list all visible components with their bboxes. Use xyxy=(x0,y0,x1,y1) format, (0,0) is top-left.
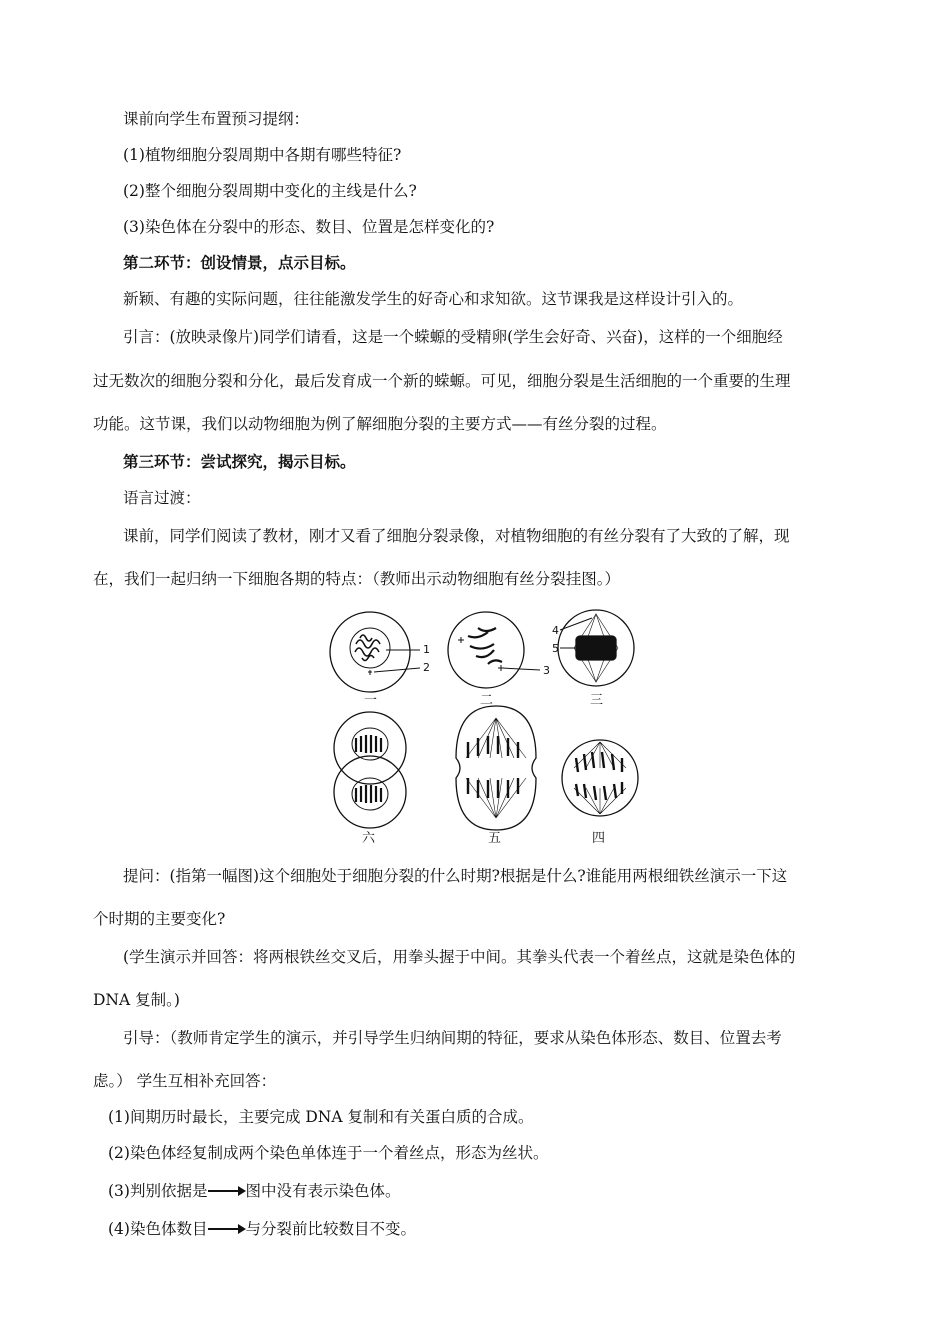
label-5: 5 xyxy=(552,642,559,655)
text-line: 新颖、有趣的实际问题，往往能激发学生的好奇心和求知欲。这节课我是这样设计引入的。 xyxy=(123,290,744,308)
text-segment: 与分裂前比较数目不变。 xyxy=(245,1220,416,1238)
cell-prophase xyxy=(448,612,524,688)
text-line: (1)植物细胞分裂周期中各期有哪些特征? xyxy=(123,146,402,164)
text-segment: 图中没有表示染色体。 xyxy=(245,1182,401,1200)
text-line: 引导：（教师肯定学生的演示，并引导学生归纳间期的特征，要求从染色体形态、数目、位置去考 xyxy=(123,1029,782,1047)
text-line: 引言：(放映录像片)同学们请看，这是一个蝾螈的受精卵(学生会好奇、兴奋)，这样的一个细胞经 xyxy=(123,328,783,346)
label-2: 2 xyxy=(423,661,430,674)
arrow-icon xyxy=(208,1228,244,1230)
text-segment: (4)染色体数目 xyxy=(108,1220,208,1238)
text-line: 在，我们一起归纳一下细胞各期的特点：（教师出示动物细胞有丝分裂挂图。） xyxy=(93,570,621,588)
cell-anaphase xyxy=(456,706,536,830)
text-line: (2)染色体经复制成两个染色单体连于一个着丝点，形态为丝状。 xyxy=(108,1144,549,1162)
text-line: (3)染色体在分裂中的形态、数目、位置是怎样变化的? xyxy=(123,218,495,236)
text-line: (学生演示并回答：将两根铁丝交叉后，用拳头握于中间。其拳头代表一个着丝点，这就是染色体的 xyxy=(123,948,796,966)
text-line: (2)整个细胞分裂周期中变化的主线是什么? xyxy=(123,182,417,200)
caption-3: 三 xyxy=(590,693,604,708)
text-segment: (3)判别依据是 xyxy=(108,1182,208,1200)
label-1: 1 xyxy=(423,643,430,656)
section-heading: 第三环节：尝试探究，揭示目标。 xyxy=(123,452,356,471)
mitosis-diagram xyxy=(328,608,668,846)
caption-6: 六 xyxy=(362,831,376,846)
text-line: 课前，同学们阅读了教材，刚才又看了细胞分裂录像，对植物细胞的有丝分裂有了大致的了解，现 xyxy=(123,527,790,545)
label-3: 3 xyxy=(543,664,550,677)
caption-4: 四 xyxy=(592,831,606,846)
text-line: (1)间期历时最长，主要完成 DNA 复制和有关蛋白质的合成。 xyxy=(108,1108,534,1126)
caption-2: 二 xyxy=(480,693,494,708)
cell-interphase xyxy=(330,612,410,692)
section-heading: 第二环节：创设情景，点示目标。 xyxy=(123,253,356,272)
label-4: 4 xyxy=(552,624,559,637)
text-line: 语言过渡： xyxy=(123,489,201,507)
text-line: 过无数次的细胞分裂和分化，最后发育成一个新的蝾螈。可见，细胞分裂是生活细胞的一个重要的生理 xyxy=(93,372,791,390)
arrow-icon xyxy=(208,1190,244,1192)
text-line: 虑。） 学生互相补充回答： xyxy=(93,1072,277,1090)
text-line: 个时期的主要变化? xyxy=(93,910,226,928)
text-line: DNA 复制。) xyxy=(93,991,180,1009)
caption-5: 五 xyxy=(488,831,502,846)
text-line: 功能。这节课，我们以动物细胞为例了解细胞分裂的主要方式——有丝分裂的过程。 xyxy=(93,415,667,433)
caption-1: 一 xyxy=(364,693,378,708)
text-line-arrow xyxy=(108,1219,416,1239)
text-line-arrow xyxy=(108,1181,400,1201)
text-line: 课前向学生布置预习提纲： xyxy=(123,110,310,128)
text-line: 提问：(指第一幅图)这个细胞处于细胞分裂的什么时期?根据是什么?谁能用两根细铁丝演示一下这 xyxy=(123,867,788,885)
